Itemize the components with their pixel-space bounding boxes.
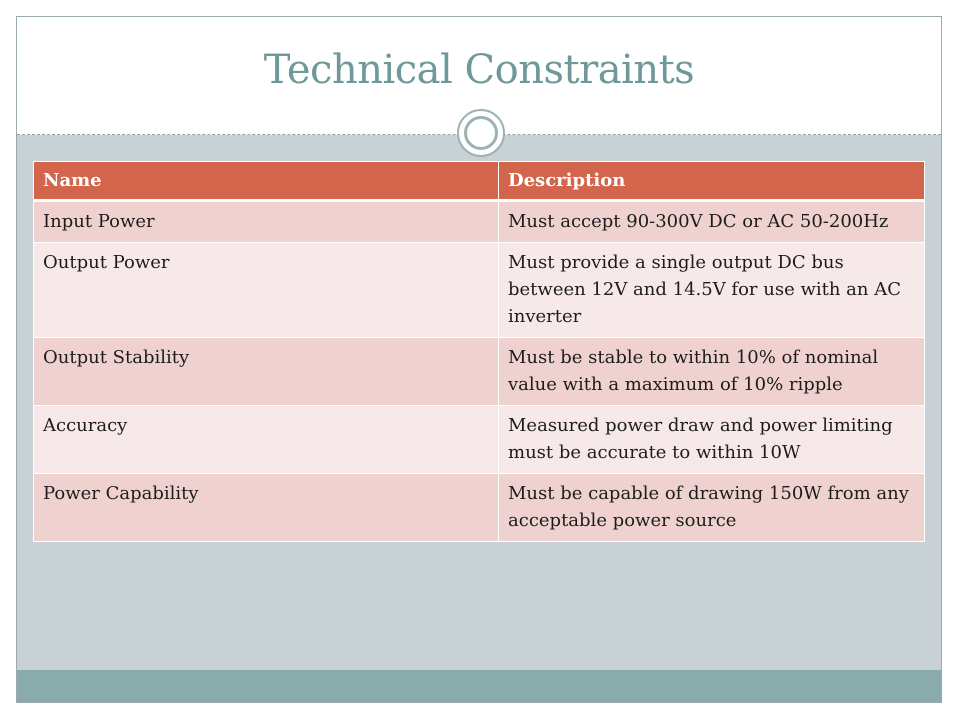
- table-row: [34, 243, 925, 338]
- row-name: Accuracy: [34, 406, 499, 474]
- bottom-band: [17, 670, 941, 702]
- table-header-row: [34, 162, 925, 201]
- table-row: [34, 201, 925, 243]
- row-description: Must be capable of drawing 150W from any acceptable power source: [499, 474, 925, 542]
- slide-title: Technical Constraints: [263, 47, 695, 93]
- header-description: Description: [499, 162, 925, 201]
- row-description: Must provide a single output DC bus between 12V and 14.5V for use with an AC inverter: [499, 243, 925, 338]
- table-row: [34, 474, 925, 542]
- row-description: Measured power draw and power limiting must be accurate to within 10W: [499, 406, 925, 474]
- row-description: Must be stable to within 10% of nominal value with a maximum of 10% ripple: [499, 338, 925, 406]
- row-name: Input Power: [34, 201, 499, 243]
- circle-ornament-icon: [457, 109, 505, 157]
- constraints-table: [33, 161, 925, 542]
- row-name: Power Capability: [34, 474, 499, 542]
- table-row: [34, 406, 925, 474]
- slide-frame: [16, 16, 942, 703]
- row-description: Must accept 90-300V DC or AC 50-200Hz: [499, 201, 925, 243]
- table-row: [34, 338, 925, 406]
- header-name: Name: [34, 162, 499, 201]
- row-name: Output Power: [34, 243, 499, 338]
- row-name: Output Stability: [34, 338, 499, 406]
